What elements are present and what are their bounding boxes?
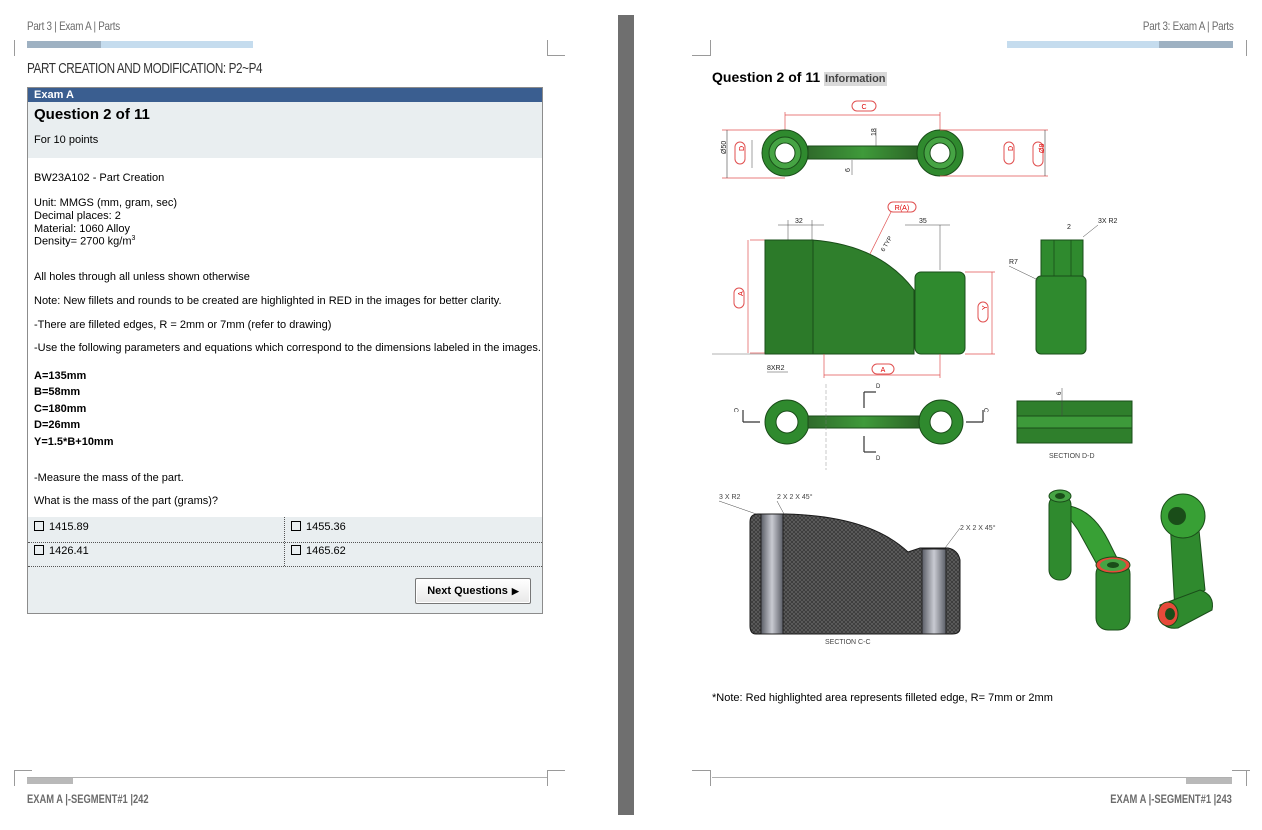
dim-d-left: D — [739, 145, 746, 151]
dim-a-vert: A — [738, 291, 745, 296]
crop-mark — [547, 770, 565, 771]
cut-d-top: D — [876, 384, 881, 390]
answer-column-divider — [284, 517, 285, 566]
density-value: Density= 2700 kg/m — [34, 235, 132, 248]
right-page-footer: EXAM A |-SEGMENT#1 |243 — [1110, 792, 1232, 806]
dim-18: 18 — [871, 128, 878, 136]
answer-divider — [28, 542, 542, 543]
footer-accent — [27, 778, 73, 784]
footer-rule — [712, 777, 1232, 778]
exam-bar-label: Exam A — [34, 89, 74, 101]
crop-mark — [14, 770, 32, 771]
param-b: B=58mm — [34, 386, 81, 398]
dim-d-right: D — [1008, 145, 1015, 151]
header-accent-bar-dark — [1159, 41, 1233, 48]
left-page-footer: EXAM A |-SEGMENT#1 |242 — [27, 792, 149, 806]
option-label: 1426.41 — [49, 545, 89, 557]
chamfer-3xr2: 3 X R2 — [719, 494, 741, 501]
dim-r7: R7 — [1009, 259, 1018, 266]
footer-rule — [27, 777, 547, 778]
question-header-box — [28, 102, 542, 158]
checkbox[interactable] — [34, 521, 44, 531]
dim-6-section: 6 — [1057, 391, 1063, 395]
crop-mark — [1246, 40, 1247, 56]
cut-c-right: C — [982, 408, 988, 413]
crop-mark — [14, 770, 15, 786]
crop-mark — [547, 40, 548, 56]
dim-2: 2 — [1067, 224, 1071, 231]
next-button-label: Next Questions — [427, 585, 508, 597]
crop-mark — [1246, 770, 1247, 786]
option-label: 1415.89 — [49, 521, 89, 533]
dim-3xr2: 3X R2 — [1098, 218, 1118, 225]
filleted-note: *Note: Red highlighted area represents filleted edge, R= 7mm or 2mm — [712, 692, 1053, 704]
next-questions-button[interactable] — [415, 578, 531, 604]
question-title: Question 2 of 11 — [34, 106, 150, 123]
checkbox[interactable] — [291, 545, 301, 555]
points-label: For 10 points — [34, 134, 99, 146]
option-3[interactable] — [34, 545, 89, 557]
dim-ra: R(A) — [894, 205, 910, 212]
isometric-view-1 — [1049, 490, 1130, 630]
option-1[interactable] — [34, 521, 89, 533]
param-d: D=26mm — [34, 419, 81, 431]
dim-dia50: Ø50 — [721, 140, 728, 154]
section-cc-view — [719, 493, 996, 646]
footer-accent — [1186, 778, 1232, 784]
decimal-text: Decimal places: 2 — [34, 210, 121, 222]
crop-mark — [692, 55, 710, 56]
checkbox[interactable] — [34, 545, 44, 555]
dim-8xr2: 8XR2 — [767, 365, 785, 372]
engineering-drawing — [700, 95, 1240, 655]
param-c: C=180mm — [34, 403, 87, 415]
crop-mark — [547, 55, 565, 56]
section-title: PART CREATION AND MODIFICATION: P2~P4 — [27, 60, 263, 77]
crop-mark — [692, 770, 710, 771]
question-text: What is the mass of the part (grams)? — [34, 495, 219, 507]
density-text — [34, 235, 135, 248]
information-tag: Information — [825, 73, 886, 85]
option-label: 1465.62 — [306, 545, 346, 557]
checkbox[interactable] — [291, 521, 301, 531]
dim-dia8: Ø8 — [1039, 143, 1046, 153]
cut-c-left: C — [732, 408, 738, 413]
dim-32: 32 — [795, 218, 803, 225]
param-y: Y=1.5*B+10mm — [34, 436, 114, 448]
answer-divider — [28, 566, 542, 567]
isometric-view-2 — [1158, 494, 1213, 628]
param-a: A=135mm — [34, 370, 87, 382]
play-arrow-icon: ▶ — [511, 585, 519, 596]
cut-d-bottom: D — [876, 456, 881, 462]
fillet-note: Note: New fillets and rounds to be created are highlighted in RED in the images for better clarity. — [34, 295, 502, 307]
dim-c-label: C — [861, 104, 867, 111]
crop-mark — [710, 40, 711, 56]
section-plan-view — [732, 384, 1132, 470]
chamfer-2x2-right: 2 X 2 X 45° — [960, 525, 996, 532]
top-view — [721, 101, 1048, 178]
book-gutter — [618, 15, 634, 815]
section-cc-label: SECTION C-C — [825, 639, 871, 646]
question-title-text: Question 2 of 11 — [712, 69, 821, 85]
use-params-text: -Use the following parameters and equations which correspond to the dimensions labeled in the images. — [34, 342, 541, 354]
exam-title-bar — [28, 88, 542, 102]
measure-text: -Measure the mass of the part. — [34, 472, 184, 484]
right-page-header: Part 3: Exam A | Parts — [1143, 19, 1234, 33]
info-question-title — [712, 69, 887, 85]
material-text: Material: 1060 Alloy — [34, 223, 130, 235]
crop-mark — [710, 770, 711, 786]
density-exponent: 3 — [131, 235, 136, 242]
header-accent-bar-dark — [27, 41, 101, 48]
option-4[interactable] — [291, 545, 346, 557]
crop-mark — [14, 40, 15, 56]
option-2[interactable] — [291, 521, 346, 533]
left-page-header: Part 3 | Exam A | Parts — [27, 19, 120, 33]
unit-text: Unit: MMGS (mm, gram, sec) — [34, 197, 178, 209]
crop-mark — [547, 770, 548, 786]
dim-a-horiz: A — [880, 367, 886, 374]
side-view — [1009, 218, 1118, 354]
dim-6typ: 6 TYP — [880, 235, 895, 253]
dim-35: 35 — [919, 218, 927, 225]
part-code: BW23A102 - Part Creation — [34, 172, 165, 184]
option-label: 1455.36 — [306, 521, 346, 533]
dim-y: Y — [982, 305, 989, 310]
crop-mark — [1232, 770, 1250, 771]
chamfer-2x2-top: 2 X 2 X 45° — [777, 494, 813, 501]
section-dd-label: SECTION D-D — [1049, 453, 1095, 460]
dim-6-top: 6 — [845, 168, 852, 172]
front-view — [712, 202, 995, 378]
exam-question-panel — [27, 87, 543, 614]
filleted-edges-text: -There are filleted edges, R = 2mm or 7mm (refer to drawing) — [34, 319, 332, 331]
holes-text: All holes through all unless shown otherwise — [34, 271, 250, 283]
